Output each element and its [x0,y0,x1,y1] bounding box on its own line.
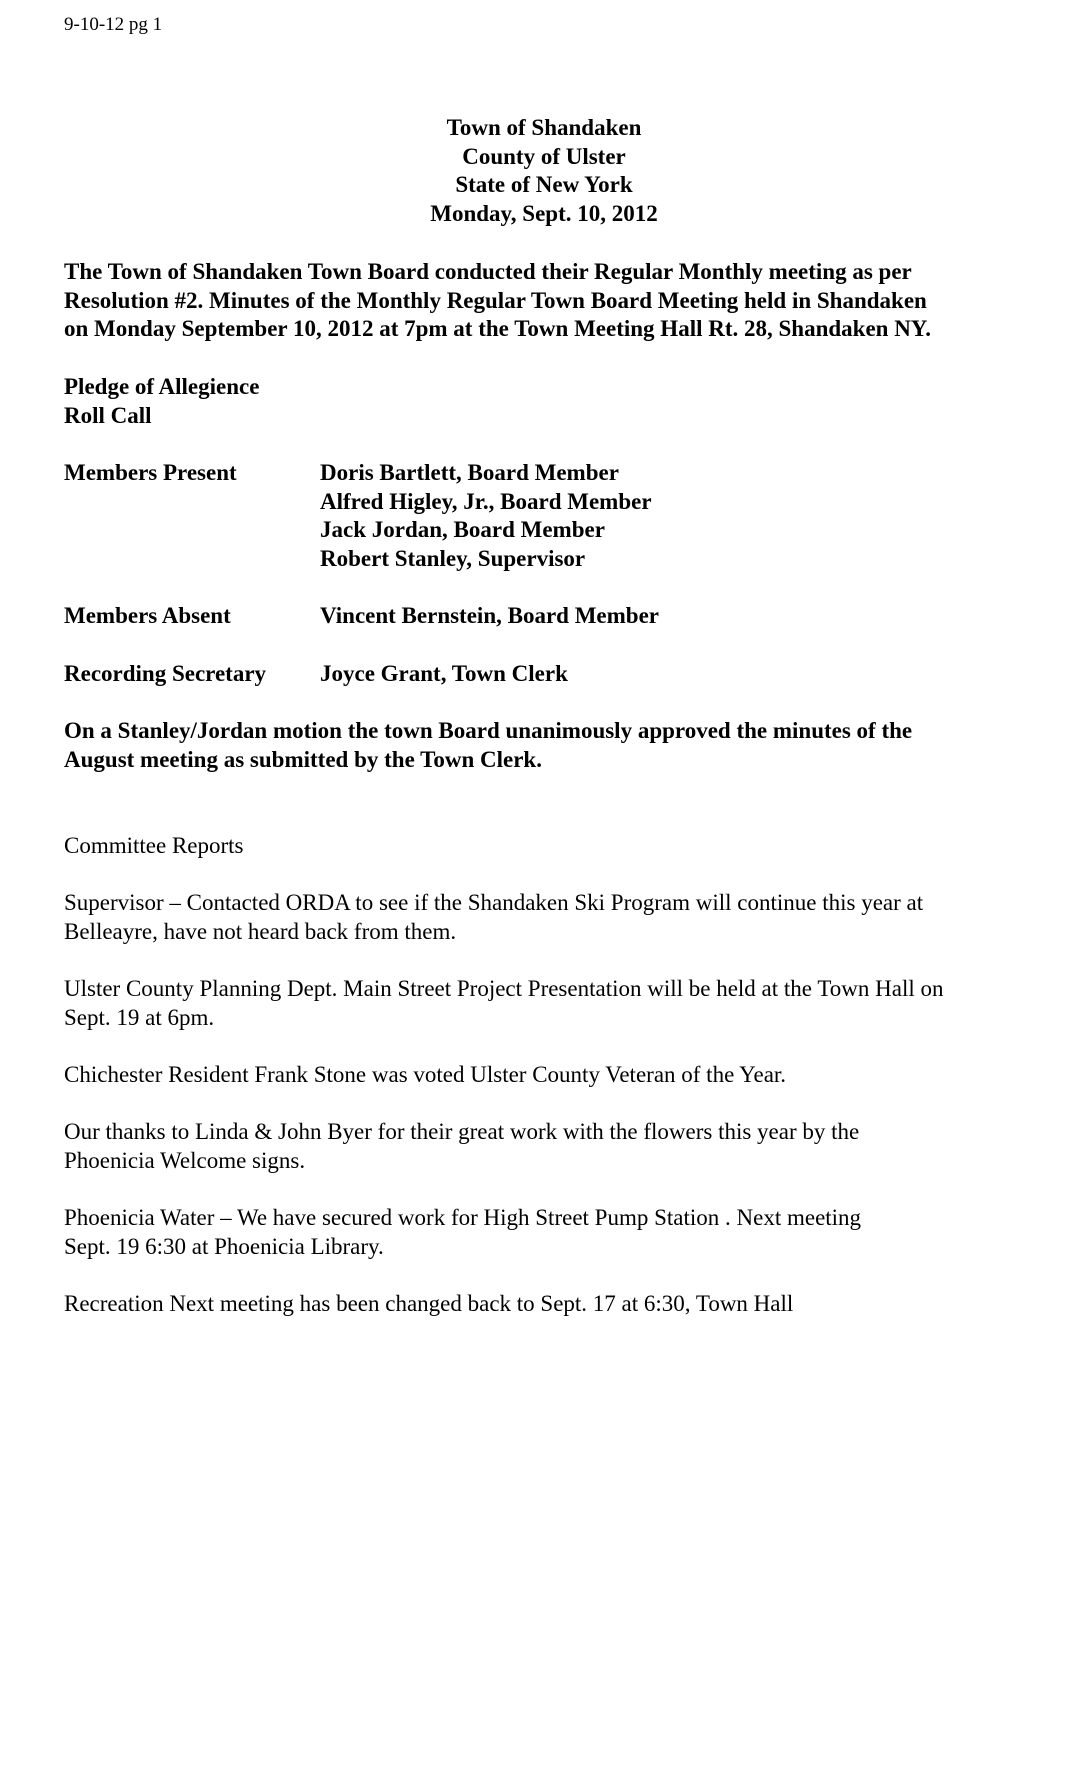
report-recreation [64,1290,1044,1319]
report-line: Our thanks to Linda & John Byer for their great work with the flowers this year by the [64,1119,860,1144]
report-line: Chichester Resident Frank Stone was voted Ulster County Veteran of the Year. [64,1062,787,1087]
report-line: Sept. 19 6:30 at Phoenicia Library. [64,1233,384,1259]
intro-line: The Town of Shandaken Town Board conducted their Regular Monthly meeting as per [64,259,912,284]
report-supervisor [64,889,1044,946]
recording-secretary-section [64,660,1044,689]
report-line: Phoenicia Water – We have secured work for High Street Pump Station . Next meeting [64,1205,862,1230]
report-line: Sept. 19 at 6pm. [64,1004,215,1030]
member-name: Robert Stanley, Supervisor [320,545,586,571]
recording-secretary-label: Recording Secretary [64,661,267,686]
heading-town: Town of Shandaken [446,115,642,140]
committee-reports-title: Committee Reports [64,833,244,858]
report-line: Ulster County Planning Dept. Main Street Project Presentation will be held at the Town Hall on [64,976,944,1001]
report-veteran [64,1061,1044,1090]
motion-line: August meeting as submitted by the Town Clerk. [64,746,542,772]
intro-paragraph [64,258,1044,344]
member-name: Alfred Higley, Jr., Board Member [320,488,652,514]
heading-date: Monday, Sept. 10, 2012 [430,200,658,226]
roll-call-label: Roll Call [64,402,152,428]
report-line: Phoenicia Welcome signs. [64,1147,306,1173]
members-absent-section [64,602,1044,631]
report-phoenicia-water [64,1204,1044,1261]
members-absent-label: Members Absent [64,603,231,628]
intro-line: on Monday September 10, 2012 at 7pm at the Town Meeting Hall Rt. 28, Shandaken NY. [64,316,932,341]
motion-line: On a Stanley/Jordan motion the town Board unanimously approved the minutes of the [64,718,913,743]
report-line: Belleayre, have not heard back from them. [64,918,457,944]
report-thanks [64,1118,1044,1175]
document-heading [0,114,1088,228]
members-present-section [64,459,1044,573]
heading-state: State of New York [455,172,633,197]
opening-items [64,373,1044,430]
report-planning-dept [64,975,1044,1032]
page-number: 9-10-12 pg 1 [64,14,163,35]
member-name: Jack Jordan, Board Member [320,517,605,542]
minutes-approval-motion [64,717,1044,774]
recording-secretary-list [320,660,1020,689]
members-present-label: Members Present [64,460,237,485]
report-line: Supervisor – Contacted ORDA to see if the Shandaken Ski Program will continue this year at [64,890,924,915]
members-present-list [320,459,1020,573]
members-absent-list [320,602,1020,631]
member-name: Vincent Bernstein, Board Member [320,603,659,628]
report-line: Recreation Next meeting has been changed back to Sept. 17 at 6:30, Town Hall [64,1291,794,1316]
heading-county: County of Ulster [462,143,626,169]
member-name: Doris Bartlett, Board Member [320,460,619,485]
secretary-name: Joyce Grant, Town Clerk [320,661,568,686]
intro-line: Resolution #2. Minutes of the Monthly Regular Town Board Meeting held in Shandaken [64,287,927,313]
pledge-label: Pledge of Allegience [64,374,260,399]
